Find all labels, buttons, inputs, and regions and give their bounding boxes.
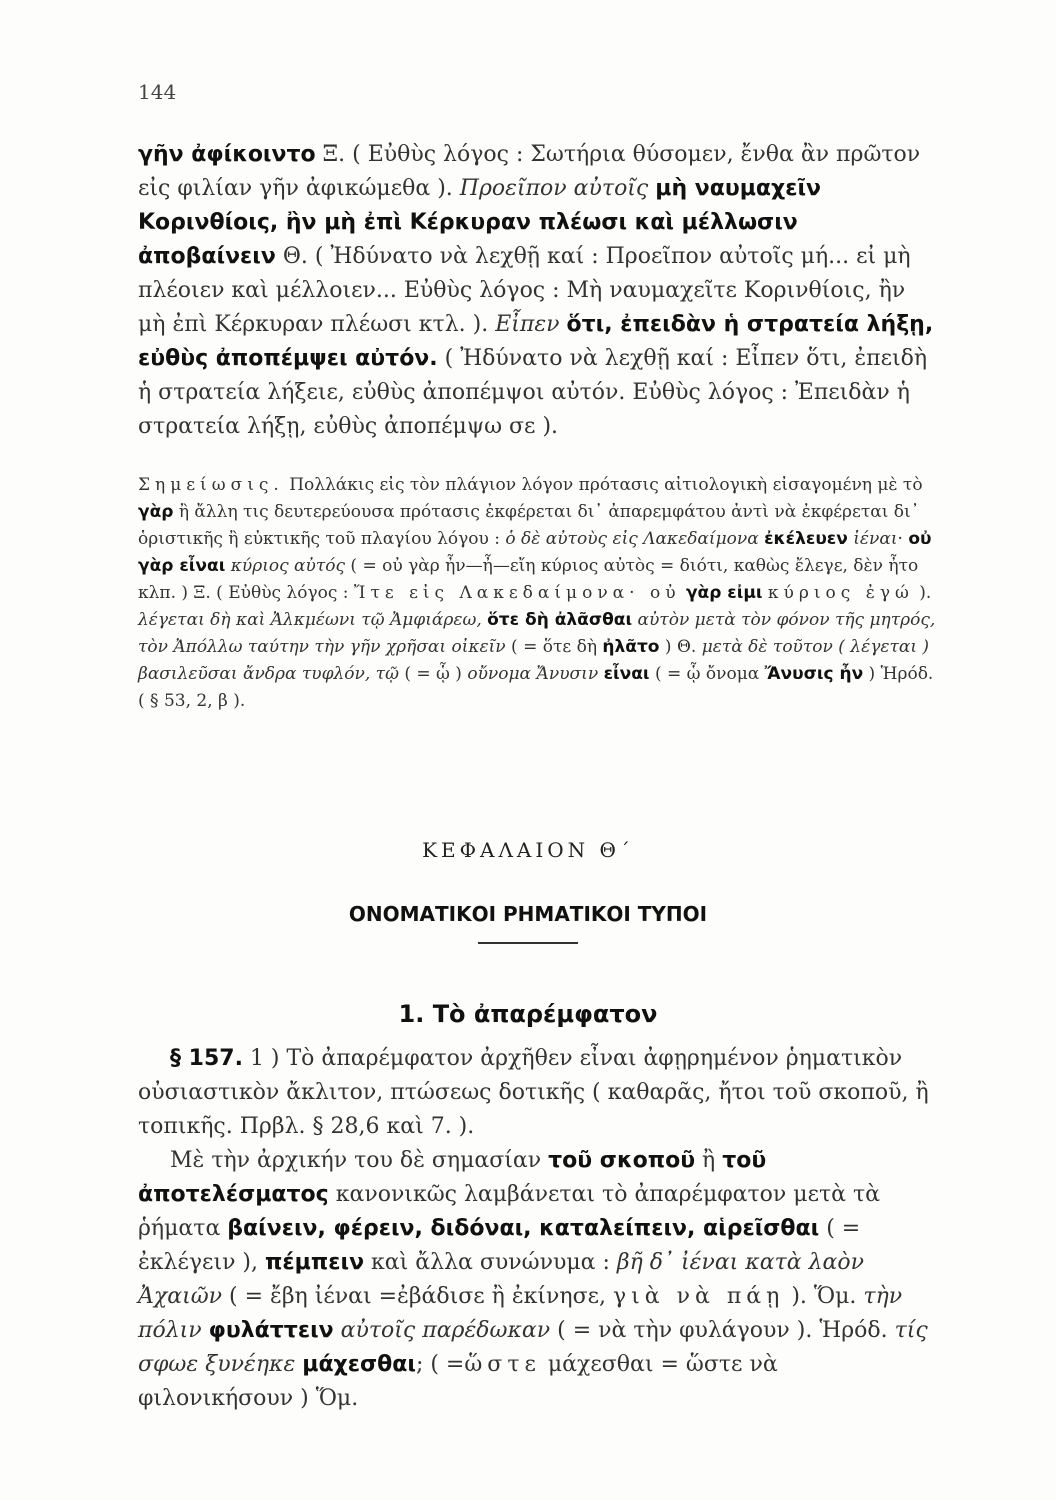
text-run: ( = ὅτε δὴ [505, 637, 603, 657]
bold-phrase: ὅτε δὴ ἀλᾶσθαι [487, 610, 633, 630]
bold-phrase: φυλάττειν [208, 1318, 334, 1343]
text-run: ( = οὐ γὰρ ἦν—ἦ—εἴη κύριος αὐτὸς = διότι, καθὼς ἔλεγε, δὲν ἦτο κλπ. ) Ξ. ( Εὐθὺς λόγος : [138, 556, 919, 603]
spaced-phrase: κύριος ἐγώ [767, 583, 914, 603]
bold-phrase: Ἄνυσις ἦν [764, 664, 864, 684]
italic-phrase: μετὰ δὲ τοῦτον ( λέγεται ) βασιλεῦσαι ἄνδρα τυφλόν, τῷ [138, 637, 930, 684]
text-run: μάχεσθαι = ὥστε νὰ φιλονικήσουν ) Ὅμ. [138, 1352, 778, 1411]
text-run: ἢ [695, 1148, 723, 1173]
text-run: ἢ ἄλλη τις δευτερεύουσα πρότασις ἐκφέρεται δι᾽ ἀπαρεμφάτου ἀντὶ νὰ ἐκφέρεται δι᾽ ὁριστικῆς ἢ εὐκτικῆς τοῦ πλαγίου λόγου : [138, 502, 920, 549]
text-run: καὶ ἄλλα συνώνυμα : [364, 1250, 617, 1275]
bold-phrase: βαίνειν, φέρειν, διδόναι, καταλείπειν, αἱρεῖσθαι [227, 1216, 820, 1241]
main-paragraph-text [138, 138, 938, 444]
note-paragraph [138, 472, 938, 715]
note-label: Σημείωσις. [138, 475, 284, 495]
spaced-phrase: Ἴτε εἰς Λακεδαίμονα· οὐ [353, 583, 681, 603]
bold-phrase: ἠλᾶτο [602, 637, 660, 657]
bold-phrase: τοῦ σκοποῦ [548, 1148, 696, 1173]
bold-phrase: μάχεσθαι [302, 1352, 416, 1377]
italic-phrase: Εἶπεν [495, 312, 560, 337]
text-run: Θ. ( Ἠδύνατο νὰ λεχθῇ καί : Προεῖπον αὐτοῖς μή... εἰ μὴ πλέοιεν καὶ μέλλοιεν... Εὐθὺς λόγος : Μὴ ναυμαχεῖτε Κορινθίοις, ἢν μὴ ἐπὶ Κέρκυραν πλέωσι κτλ. ). [138, 244, 911, 337]
italic-phrase: οὔνομα Ἄνυσιν [467, 664, 599, 684]
section-paragraph-1 [138, 1042, 938, 1144]
text-run: ( = ἔβη ἰέναι =ἐβάδισε ἢ ἐκίνησε, [222, 1284, 613, 1309]
italic-phrase: Προεῖπον αὐτοῖς [459, 176, 649, 201]
text-run: ( = νὰ τὴν φυλάγουν ). Ἡρόδ. [550, 1318, 895, 1343]
text-run: Ξ. ( Εὐθὺς λόγος : Σωτήρια θύσομεν, ἔνθα ἂν πρῶτον εἰς φιλίαν γῆν ἀφικώμεθα ). [138, 142, 921, 201]
spaced-phrase: γιὰ νὰ πάῃ [613, 1284, 785, 1309]
text-run: Μὲ τὴν ἀρχικήν του δὲ σημασίαν [170, 1148, 549, 1173]
text-run: ( Ἠδύνατο νὰ λεχθῇ καί : Εἶπεν ὅτι, ἐπειδὴ ἡ στρατεία λήξειε, εὐθὺς ἀποπέμψοι αὐτόν. Εὐθὺς λόγος : Ἐπειδὰν ἡ στρατεία λήξῃ, εὐθὺς ἀποπέμψω σε ). [138, 346, 928, 439]
bold-phrase: γὰρ εἰμι [685, 583, 763, 603]
italic-phrase: αὐτοῖς παρέδωκαν [340, 1318, 551, 1343]
italic-phrase: κύριος αὐτός [230, 556, 346, 576]
text-run: ) Θ. [659, 637, 702, 657]
section-body [138, 1042, 938, 1416]
italic-phrase: τίς σφωε ξυνέηκε [138, 1318, 928, 1377]
text-run: ). Ὅμ. [784, 1284, 864, 1309]
chapter-label: ΚΕΦΑΛΑΙΟΝ Θ΄ [422, 838, 634, 862]
text-run: Πολλάκις εἰς τὸν πλάγιον λόγον πρότασις αἰτιολογικὴ εἰσαγομένη μὲ τὸ [283, 475, 923, 495]
bold-phrase: ἐκέλευεν [764, 529, 848, 549]
chapter-title: ΟΝΟΜΑΤΙΚΟΙ ΡΗΜΑΤΙΚΟΙ ΤΥΠΟΙ [348, 902, 708, 926]
main-paragraph [138, 138, 938, 444]
italic-phrase: αὐτὸν μετὰ τὸν φόνον τῆς μητρός, τὸν Ἀπόλλω ταύτην τὴν γῆν χρῆσαι οἰκεῖν [138, 610, 936, 657]
italic-phrase: ἰέναι [853, 529, 898, 549]
spaced-phrase: ὥστε [464, 1352, 541, 1377]
section-paragraph-2 [138, 1144, 938, 1416]
bold-phrase: γῆν ἀφίκοιντο [138, 142, 316, 167]
bold-phrase: ὅτι, ἐπειδὰν ἡ στρατεία λήξῃ, εὐθὺς ἀποπέμψει αὐτόν. [138, 312, 934, 371]
text-run: ; ( = [415, 1352, 465, 1377]
text-run: ) Ἡρόδ. ( § 53, 2, β ). [138, 664, 934, 711]
italic-phrase: ὁ δὲ αὐτοὺς εἰς Λακεδαίμονα [505, 529, 759, 549]
italic-phrase: βῆ δ᾽ ἰέναι κατὰ λαὸν Ἀχαιῶν [138, 1250, 865, 1309]
italic-phrase: λέγεται δὴ καὶ Ἀλκμέωνι τῷ Ἀμφιάρεω, [138, 610, 482, 630]
bold-phrase: πέμπειν [265, 1250, 365, 1275]
text-run: ). [913, 583, 932, 603]
chapter-divider [478, 942, 578, 944]
text-run: 1 ) Τὸ ἀπαρέμφατον ἀρχῆθεν εἶναι ἀφῃρημένον ῥηματικὸν οὐσιαστικὸν ἄκλιτον, πτώσεως δοτικῆς ( καθαρᾶς, ἤτοι τοῦ σκοποῦ, ἢ τοπικῆς. Πρβλ. § 28,6 καὶ 7. ). [138, 1046, 929, 1139]
note-text: Σημείωσις. Πολλάκις εἰς τὸν πλάγιον λόγον πρότασις αἰτιολογικὴ εἰσαγομένη μὲ τὸ γὰρ ἢ ἄλλη τις δευτερεύουσα πρότασις ἐκφέρεται δι᾽ ἀπαρεμφάτου ἀντὶ νὰ ἐκφέρεται δι᾽ ὁριστικῆς ἢ εὐκτικῆς τοῦ πλαγίου λόγου : ὁ δὲ αὐτοὺς εἰς Λακεδαίμονα ἐκέλευεν ἰέναι· οὐ γὰρ εἶναι κύριος αὐτός ( = οὐ γὰρ ἦν—ἦ—εἴη κύριος αὐτὸς = διότι, καθὼς ἔλεγε, δὲν ἦτο κλπ. ) Ξ. ( Εὐθὺς λόγος : Ἴτε εἰς Λακεδαίμονα· οὐ γὰρ εἰμι κύριος ἐγώ ). λέγεται δὴ καὶ Ἀλκμέωνι τῷ Ἀμφιάρεω, ὅτε δὴ ἀλᾶσθαι αὐτὸν μετὰ τὸν φόνον τῆς μητρός, τὸν Ἀπόλλω ταύτην τὴν γῆν χρῆσαι οἰκεῖν ( = ὅτε δὴ ἠλᾶτο ) Θ. μετὰ δὲ τοῦτον ( λέγεται ) βασιλεῦσαι ἄνδρα τυφλόν, τῷ ( = ᾧ ) οὔνομα Ἄνυσιν εἶναι ( = ᾧ ὄνομα Ἄνυσις ἦν ) Ἡρόδ. ( § 53, 2, β ). [138, 475, 936, 711]
section-heading: 1. Τὸ ἀπαρέμφατον [398, 1000, 658, 1028]
bold-phrase: οὐ γὰρ εἶναι [138, 529, 932, 576]
text-run: ( = ᾧ ὄνομα [649, 664, 765, 684]
bold-phrase: μὴ ναυμαχεῖν Κορινθίοις, ἢν μὴ ἐπὶ Κέρκυραν πλέωσι καὶ μέλλωσιν ἀποβαίνειν [138, 176, 822, 269]
page-number: 144 [138, 80, 177, 104]
text-run: ( = ἐκλέγειν ), [138, 1216, 861, 1275]
paragraph-number: § 157. [170, 1046, 243, 1071]
text-run: κανονικῶς λαμβάνεται τὸ ἀπαρέμφατον μετὰ τὰ ῥήματα [138, 1182, 881, 1241]
bold-phrase: γὰρ [138, 502, 174, 522]
bold-phrase: τοῦ ἀποτελέσματος [138, 1148, 767, 1207]
bold-phrase: εἶναι [603, 664, 650, 684]
text-run: ( = ᾧ ) [398, 664, 468, 684]
italic-phrase: τὴν πόλιν [138, 1284, 903, 1343]
